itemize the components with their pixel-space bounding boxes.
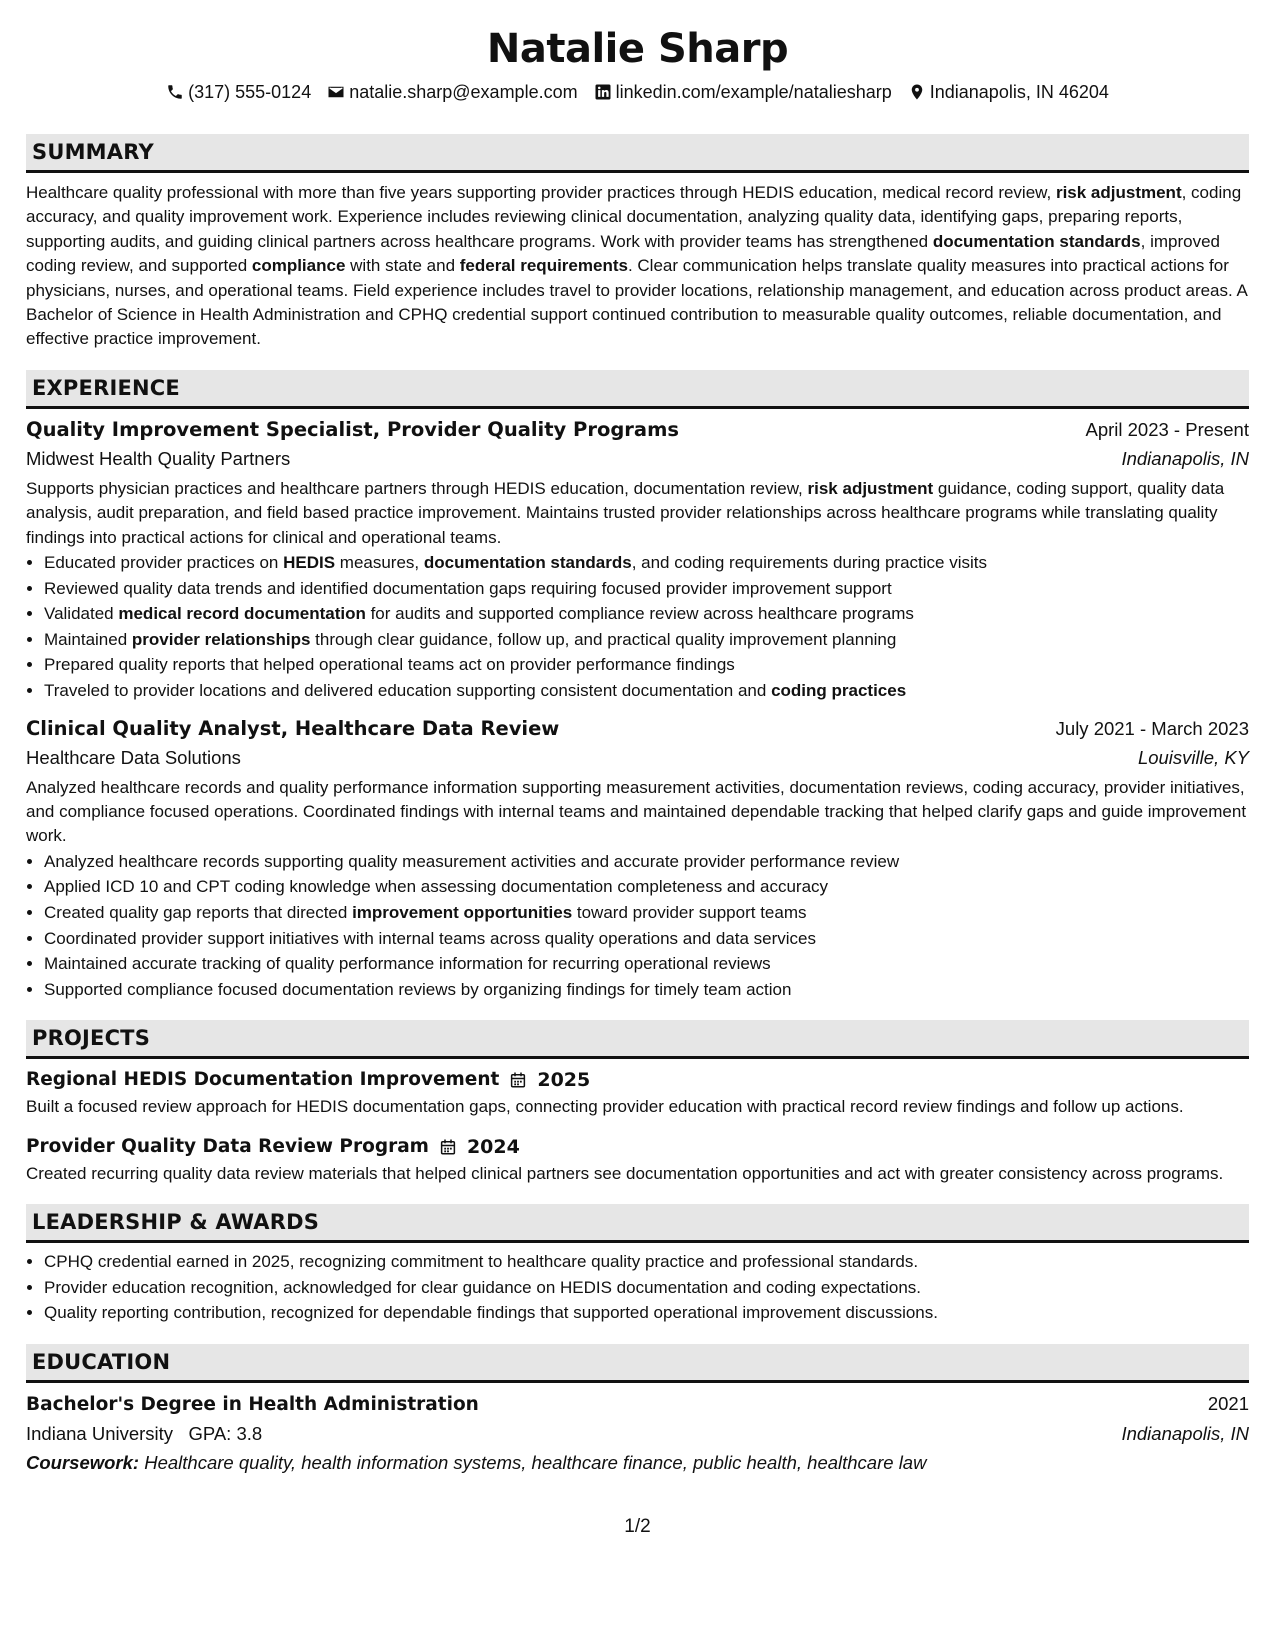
coursework-label: Coursework: [26,1452,140,1473]
contact-bar [26,80,1249,104]
project-description: Created recurring quality data review materials that helped clinical partners see documentation opportunities and act with greater consistency across programs. [26,1163,1224,1183]
school-line [26,1420,262,1448]
linkedin-icon [594,83,612,101]
contact-linkedin[interactable] [594,80,892,104]
coursework [26,1448,1249,1478]
calendar-icon [509,1071,527,1089]
education-entry [26,1389,1249,1478]
school-name: Indiana University [26,1423,174,1444]
gpa: GPA: 3.8 [188,1423,263,1444]
job-entry [26,415,1249,704]
job-title: Quality Improvement Specialist, Provider Quality Programs [26,417,680,441]
project-year: 2025 [537,1069,591,1092]
list-item: • Reviewed quality data trends and identified documentation gaps requiring focused provider improvement support [44,576,1249,602]
leadership-bullets [26,1249,1249,1326]
phone-text: (317) 555-0124 [188,82,312,102]
section-heading-summary: SUMMARY [26,134,1249,173]
job-title: Clinical Quality Analyst, Healthcare Data Review [26,716,560,740]
graduation-year: 2021 [1207,1393,1249,1414]
list-item: • Validated medical record documentation for audits and supported compliance review across healthcare programs [44,601,1249,627]
section-heading-leadership: LEADERSHIP & AWARDS [26,1204,1249,1243]
linkedin-text: linkedin.com/example/nataliesharp [615,82,892,102]
project-title: Provider Quality Data Review Program [26,1135,429,1157]
list-item: • CPHQ credential earned in 2025, recognizing commitment to healthcare quality practice and professional standards. [44,1249,1249,1275]
map-pin-icon [908,83,926,101]
envelope-icon [327,83,345,101]
list-item: • Quality reporting contribution, recognized for dependable findings that supported operational improvement discussions. [44,1300,1249,1326]
section-heading-education: EDUCATION [26,1344,1249,1383]
list-item: • Coordinated provider support initiatives with internal teams across quality operations and data services [44,926,1249,952]
job-bullets [26,550,1249,704]
list-item: • Prepared quality reports that helped operational teams act on provider performance findings [44,652,1249,678]
list-item: • Supported compliance focused documentation reviews by organizing findings for timely team action [44,977,1249,1003]
contact-phone[interactable] [166,80,311,104]
section-heading-experience: EXPERIENCE [26,370,1249,409]
phone-icon [166,83,184,101]
job-location: Louisville, KY [1137,746,1249,768]
job-org: Healthcare Data Solutions [26,746,241,768]
email-text: natalie.sharp@example.com [349,82,578,102]
project-entry [26,1132,1249,1186]
job-dates: July 2021 - March 2023 [1055,717,1249,739]
job-summary: Analyzed healthcare records and quality performance information supporting measurement activities, documentation reviews, coding accuracy, provider initiatives, and compliance focused operations. Coordinated findings with internal teams and maintained dependable tracking that helped clarify gaps and guide improvement work. [26,777,1247,846]
school-location: Indianapolis, IN [1121,1423,1249,1444]
project-entry [26,1065,1249,1119]
list-item: • Created quality gap reports that directed improvement opportunities toward provider support teams [44,900,1249,926]
job-summary: Supports physician practices and healthcare partners through HEDIS education, documentation review, risk adjustment guidance, coding support, quality data analysis, audit preparation, and field based practice improvement. Maintains trusted provider relationships across healthcare programs while translating quality findings into practical actions for clinical and operational teams. [26,478,1225,547]
contact-email[interactable] [327,80,577,104]
contact-location [908,80,1109,104]
summary-text: Healthcare quality professional with more than five years supporting provider practices through HEDIS education, medical record review, risk adjustment, coding accuracy, and quality improvement work. Experience includes reviewing clinical documentation, analyzing quality data, identifying gaps, preparing reports, supporting audits, and guiding clinical partners across healthcare programs. Work with provider teams has strengthened documentation standards, improved coding review, and supported compliance with state and federal requirements. Clear communication helps translate quality measures into practical actions for physicians, nurses, and operational teams. Field experience includes travel to provider locations, relationship management, and education across product areas. A Bachelor of Science in Health Administration and CPHQ credential support continued contribution to measurable quality outcomes, reliable documentation, and effective practice improvement. [26,183,1247,349]
location-text: Indianapolis, IN 46204 [929,82,1109,102]
list-item: • Educated provider practices on HEDIS measures, documentation standards, and coding requirements during practice visits [44,550,1249,576]
job-dates: April 2023 - Present [1085,418,1249,440]
job-location: Indianapolis, IN [1121,447,1249,469]
section-heading-projects: PROJECTS [26,1020,1249,1059]
project-title: Regional HEDIS Documentation Improvement [26,1069,500,1091]
degree: Bachelor's Degree in Health Administration [26,1394,479,1415]
list-item: • Maintained provider relationships through clear guidance, follow up, and practical quality improvement planning [44,627,1249,653]
project-year: 2024 [466,1135,520,1158]
candidate-name: Natalie Sharp [486,26,789,72]
job-org: Midwest Health Quality Partners [26,447,291,469]
calendar-icon [439,1138,457,1156]
job-bullets [26,849,1249,1003]
list-item: • Analyzed healthcare records supporting quality measurement activities and accurate provider performance review [44,849,1249,875]
resume-page [26,0,1249,1478]
job-entry [26,714,1249,1003]
list-item: • Maintained accurate tracking of quality performance information for recurring operational reviews [44,951,1249,977]
list-item: • Traveled to provider locations and delivered education supporting consistent documentation and coding practices [44,678,1249,704]
list-item: • Provider education recognition, acknowledged for clear guidance on HEDIS documentation and coding expectations. [44,1275,1249,1301]
coursework-text: Healthcare quality, health information systems, healthcare finance, public health, healthcare law [144,1452,927,1473]
list-item: • Applied ICD 10 and CPT coding knowledge when assessing documentation completeness and accuracy [44,874,1249,900]
project-description: Built a focused review approach for HEDIS documentation gaps, connecting provider education with practical record review findings and follow up actions. [26,1097,1184,1117]
page-number: 1/2 [624,1516,651,1537]
